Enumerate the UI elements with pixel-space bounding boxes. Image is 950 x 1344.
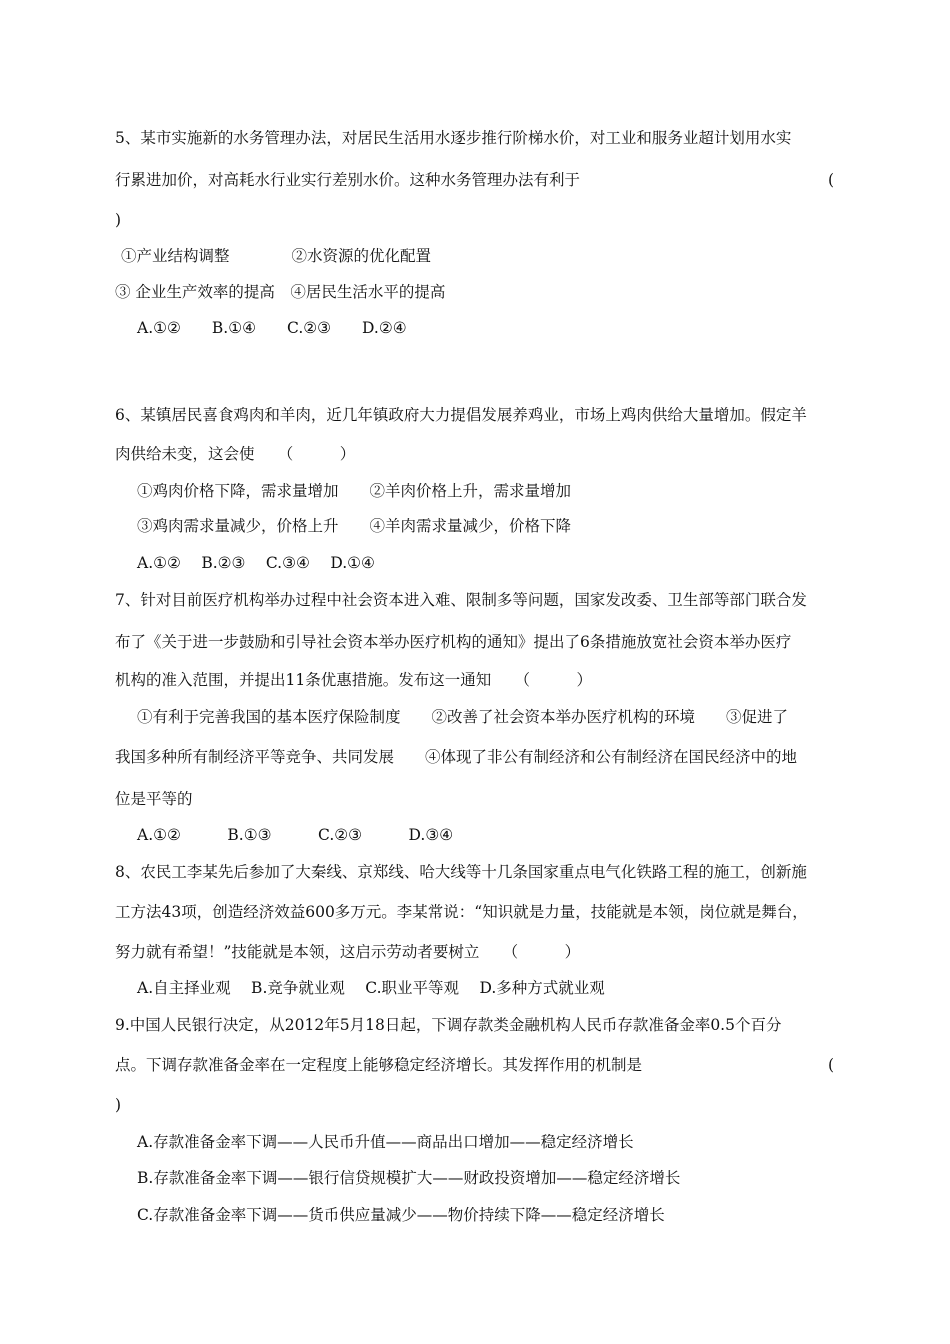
q9-answer-paren-close: ) [115, 1096, 122, 1114]
q5-answer-paren-close: ) [115, 211, 122, 229]
q5-options-row2: ③ 企业生产效率的提高 ④居民生活水平的提高 [115, 283, 446, 301]
q8-stem-line3: 努力就有希望！”技能就是本领，这启示劳动者要树立 （ ） [115, 943, 581, 961]
q8-stem-line2: 工方法43项，创造经济效益600多万元。李某常说：“知识就是力量，技能就是本领，岗位就是舞台， [115, 903, 808, 921]
q7-options-line1: ①有利于完善我国的基本医疗保险制度 ②改善了社会资本举办医疗机构的环境 ③促进了 [137, 708, 789, 726]
q6-options-row1: ①鸡肉价格下降，需求量增加 ②羊肉价格上升，需求量增加 [137, 482, 572, 500]
q8-stem-line1: 8、农民工李某先后参加了大秦线、京郑线、哈大线等十几条国家重点电气化铁路工程的施工，创新施 [115, 863, 807, 881]
q9-option-c: C.存款准备金率下调——货币供应量减少——物价持续下降——稳定经济增长 [137, 1206, 665, 1224]
q6-options-row2: ③鸡肉需求量减少，价格上升 ④羊肉需求量减少，价格下降 [137, 517, 572, 535]
q7-stem-line3: 机构的准入范围，并提出11条优惠措施。发布这一通知 （ ） [115, 671, 592, 689]
q5-answer-choices: A.①② B.①④ C.②③ D.②④ [137, 319, 407, 337]
q7-stem-line2: 布了《关于进一步鼓励和引导社会资本举办医疗机构的通知》提出了6条措施放宽社会资本举办医疗 [115, 633, 792, 651]
q9-answer-paren-open: ( [828, 1056, 835, 1074]
q5-stem-line1: 5、某市实施新的水务管理办法，对居民生活用水逐步推行阶梯水价，对工业和服务业超计划用水实 [115, 129, 792, 147]
q5-stem-line2: 行累进加价，对高耗水行业实行差别水价。这种水务管理办法有利于 [115, 171, 581, 189]
q9-option-a: A.存款准备金率下调——人民币升值——商品出口增加——稳定经济增长 [137, 1133, 634, 1151]
q6-stem-line1: 6、某镇居民喜食鸡肉和羊肉，近几年镇政府大力提倡发展养鸡业，市场上鸡肉供给大量增加。假定羊 [115, 406, 807, 424]
q7-options-line2: 我国多种所有制经济平等竞争、共同发展 ④体现了非公有制经济和公有制经济在国民经济中的地 [115, 748, 798, 766]
q9-stem-line1: 9.中国人民银行决定，从2012年5月18日起，下调存款类金融机构人民币存款准备金率0.5个百分 [115, 1016, 782, 1034]
q6-stem-line2: 肉供给未变，这会使 （ ） [115, 445, 356, 463]
q7-options-line3: 位是平等的 [115, 790, 193, 808]
q8-answer-choices: A.自主择业观 B.竞争就业观 C.职业平等观 D.多种方式就业观 [137, 979, 605, 997]
q7-answer-choices: A.①② B.①③ C.②③ D.③④ [137, 826, 454, 844]
q7-stem-line1: 7、针对目前医疗机构举办过程中社会资本进入难、限制多等问题，国家发改委、卫生部等部门联合发 [115, 591, 807, 609]
q5-options-row1: ①产业结构调整 ②水资源的优化配置 [121, 247, 432, 265]
q5-answer-paren-open: ( [828, 171, 835, 189]
q9-option-b: B.存款准备金率下调——银行信贷规模扩大——财政投资增加——稳定经济增长 [137, 1169, 681, 1187]
q6-answer-choices: A.①② B.②③ C.③④ D.①④ [137, 554, 375, 572]
q9-stem-line2: 点。下调存款准备金率在一定程度上能够稳定经济增长。其发挥作用的机制是 [115, 1056, 643, 1074]
